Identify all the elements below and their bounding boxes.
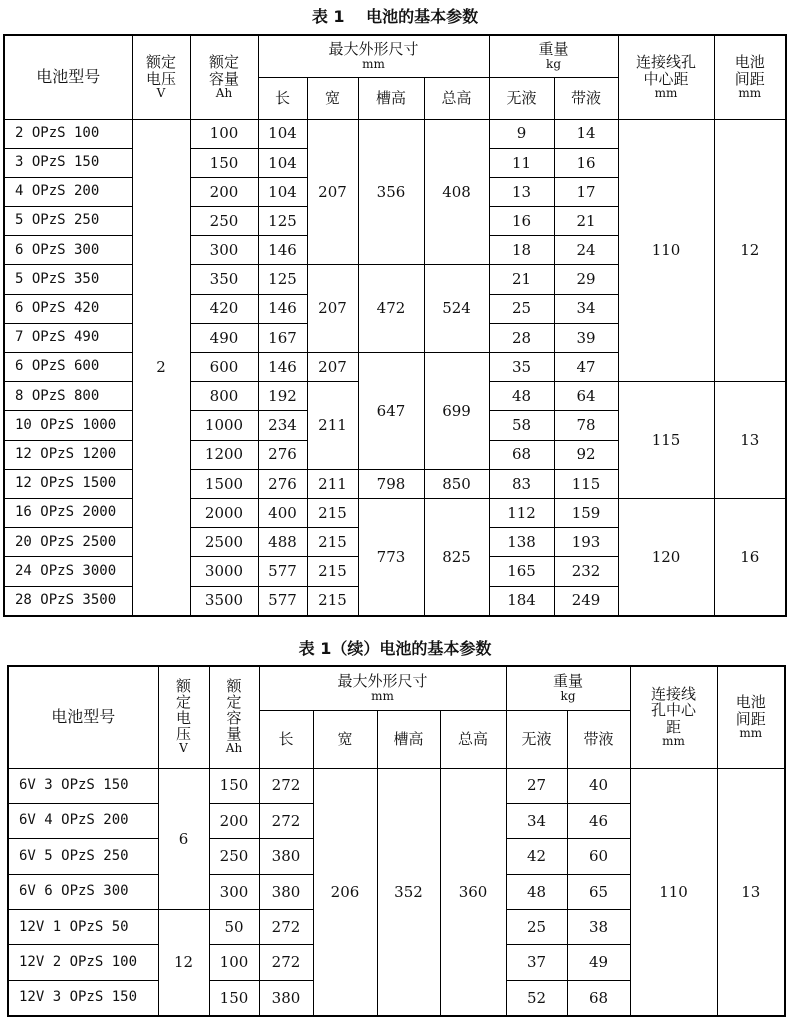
capacity-cell: 250: [190, 207, 258, 236]
length-cell: 380: [259, 874, 313, 909]
capacity-cell: 2000: [190, 498, 258, 527]
wet-weight-cell: 249: [554, 586, 618, 616]
header-weight: 重量 kg: [489, 35, 618, 77]
header-battery-gap: 电池 间距 mm: [717, 666, 785, 768]
capacity-cell: 420: [190, 294, 258, 323]
wet-weight-cell: 65: [567, 874, 630, 909]
model-cell: 6V 4 OPzS 200: [8, 803, 158, 838]
wet-weight-cell: 24: [554, 236, 618, 265]
length-cell: 146: [258, 236, 307, 265]
dry-weight-cell: 9: [489, 119, 554, 148]
model-cell: 16 OPzS 2000: [4, 498, 132, 527]
model-cell: 10 OPzS 1000: [4, 411, 132, 440]
wet-weight-cell: 21: [554, 207, 618, 236]
slot-height-cell: 798: [358, 469, 424, 498]
wet-weight-cell: 64: [554, 382, 618, 411]
model-cell: 4 OPzS 200: [4, 177, 132, 206]
total-height-cell: 408: [424, 119, 489, 265]
capacity-cell: 300: [190, 236, 258, 265]
dry-weight-cell: 11: [489, 148, 554, 177]
wet-weight-cell: 40: [567, 768, 630, 803]
model-cell: 12V 2 OPzS 100: [8, 945, 158, 980]
wet-weight-cell: 78: [554, 411, 618, 440]
table-row: [4, 498, 786, 527]
dry-weight-cell: 83: [489, 469, 554, 498]
model-cell: 6 OPzS 420: [4, 294, 132, 323]
header-with-liquid: 带液: [567, 710, 630, 768]
length-cell: 104: [258, 119, 307, 148]
header-no-liquid: 无液: [506, 710, 567, 768]
pitch-cell: 120: [618, 498, 714, 615]
gap-cell: 13: [714, 382, 786, 499]
table-row: [4, 119, 786, 148]
width-cell: 215: [307, 586, 358, 616]
dry-weight-cell: 58: [489, 411, 554, 440]
length-cell: 146: [258, 294, 307, 323]
dry-weight-cell: 16: [489, 207, 554, 236]
wet-weight-cell: 46: [567, 803, 630, 838]
capacity-cell: 3000: [190, 557, 258, 586]
dry-weight-cell: 35: [489, 353, 554, 382]
header-no-liquid: 无液: [489, 77, 554, 119]
wet-weight-cell: 49: [567, 945, 630, 980]
width-cell: 207: [307, 265, 358, 353]
capacity-cell: 1500: [190, 469, 258, 498]
length-cell: 276: [258, 440, 307, 469]
length-cell: 167: [258, 323, 307, 352]
table1-caption: 表 1 电池的基本参数: [311, 7, 479, 26]
model-cell: 5 OPzS 350: [4, 265, 132, 294]
model-cell: 3 OPzS 150: [4, 148, 132, 177]
wet-weight-cell: 38: [567, 910, 630, 945]
dry-weight-cell: 25: [506, 910, 567, 945]
header-model: 电池型号: [8, 666, 158, 768]
width-cell: 215: [307, 498, 358, 527]
model-cell: 12 OPzS 1200: [4, 440, 132, 469]
battery-parameters-table-continued: [7, 665, 786, 1017]
capacity-cell: 50: [209, 910, 259, 945]
capacity-cell: 150: [209, 980, 259, 1016]
slot-height-cell: 356: [358, 119, 424, 265]
model-cell: 20 OPzS 2500: [4, 528, 132, 557]
wet-weight-cell: 16: [554, 148, 618, 177]
pitch-cell: 110: [630, 768, 717, 1016]
header-slot-height: 槽高: [377, 710, 440, 768]
battery-parameters-table: [3, 34, 787, 617]
wet-weight-cell: 193: [554, 528, 618, 557]
header-dimensions: 最大外形尺寸 mm: [259, 666, 506, 710]
wet-weight-cell: 17: [554, 177, 618, 206]
wet-weight-cell: 232: [554, 557, 618, 586]
width-cell: 215: [307, 557, 358, 586]
capacity-cell: 1200: [190, 440, 258, 469]
model-cell: 6V 6 OPzS 300: [8, 874, 158, 909]
dry-weight-cell: 138: [489, 528, 554, 557]
length-cell: 380: [259, 839, 313, 874]
model-cell: 2 OPzS 100: [4, 119, 132, 148]
header-battery-gap: 电池 间距 mm: [714, 35, 786, 119]
wet-weight-cell: 14: [554, 119, 618, 148]
dry-weight-cell: 68: [489, 440, 554, 469]
width-cell: 215: [307, 528, 358, 557]
wet-weight-cell: 29: [554, 265, 618, 294]
length-cell: 488: [258, 528, 307, 557]
voltage-cell: 6: [158, 768, 209, 910]
total-height-cell: 699: [424, 353, 489, 470]
capacity-cell: 100: [190, 119, 258, 148]
length-cell: 272: [259, 910, 313, 945]
header-capacity: 额 定 容 量 Ah: [209, 666, 259, 768]
capacity-cell: 150: [209, 768, 259, 803]
header-voltage: 额定 电压 V: [132, 35, 190, 119]
dry-weight-cell: 42: [506, 839, 567, 874]
width-cell: 211: [307, 469, 358, 498]
model-cell: 12V 3 OPzS 150: [8, 980, 158, 1016]
length-cell: 577: [258, 557, 307, 586]
header-width: 宽: [313, 710, 377, 768]
header-width: 宽: [307, 77, 358, 119]
header-with-liquid: 带液: [554, 77, 618, 119]
length-cell: 104: [258, 148, 307, 177]
length-cell: 272: [259, 768, 313, 803]
capacity-cell: 2500: [190, 528, 258, 557]
wet-weight-cell: 68: [567, 980, 630, 1016]
total-height-cell: 524: [424, 265, 489, 353]
header-length: 长: [259, 710, 313, 768]
capacity-cell: 250: [209, 839, 259, 874]
length-cell: 272: [259, 945, 313, 980]
length-cell: 192: [258, 382, 307, 411]
capacity-cell: 100: [209, 945, 259, 980]
pitch-cell: 115: [618, 382, 714, 499]
model-cell: 6 OPzS 600: [4, 353, 132, 382]
model-cell: 24 OPzS 3000: [4, 557, 132, 586]
header-voltage: 额 定 电 压 V: [158, 666, 209, 768]
total-height-cell: 825: [424, 498, 489, 615]
slot-height-cell: 472: [358, 265, 424, 353]
wet-weight-cell: 47: [554, 353, 618, 382]
wet-weight-cell: 34: [554, 294, 618, 323]
header-weight: 重量 kg: [506, 666, 630, 710]
length-cell: 276: [258, 469, 307, 498]
width-cell: 206: [313, 768, 377, 1016]
gap-cell: 12: [714, 119, 786, 382]
gap-cell: 16: [714, 498, 786, 615]
wet-weight-cell: 159: [554, 498, 618, 527]
capacity-cell: 1000: [190, 411, 258, 440]
dry-weight-cell: 21: [489, 265, 554, 294]
dry-weight-cell: 165: [489, 557, 554, 586]
width-cell: 207: [307, 353, 358, 382]
dry-weight-cell: 52: [506, 980, 567, 1016]
voltage-cell: 2: [132, 119, 190, 616]
header-dimensions: 最大外形尺寸 mm: [258, 35, 489, 77]
pitch-cell: 110: [618, 119, 714, 382]
model-cell: 12 OPzS 1500: [4, 469, 132, 498]
capacity-cell: 150: [190, 148, 258, 177]
table-row: [8, 768, 785, 803]
wet-weight-cell: 39: [554, 323, 618, 352]
length-cell: 125: [258, 265, 307, 294]
table2-caption: 表 1（续）电池的基本参数: [298, 639, 492, 658]
header-length: 长: [258, 77, 307, 119]
model-cell: 8 OPzS 800: [4, 382, 132, 411]
dry-weight-cell: 48: [506, 874, 567, 909]
dry-weight-cell: 112: [489, 498, 554, 527]
capacity-cell: 200: [190, 177, 258, 206]
capacity-cell: 300: [209, 874, 259, 909]
dry-weight-cell: 13: [489, 177, 554, 206]
wet-weight-cell: 92: [554, 440, 618, 469]
total-height-cell: 850: [424, 469, 489, 498]
model-cell: 7 OPzS 490: [4, 323, 132, 352]
voltage-cell: 12: [158, 910, 209, 1017]
dry-weight-cell: 184: [489, 586, 554, 616]
header-capacity: 额定 容量 Ah: [190, 35, 258, 119]
dry-weight-cell: 37: [506, 945, 567, 980]
length-cell: 104: [258, 177, 307, 206]
header-terminal-pitch: 连接线孔 中心距 mm: [618, 35, 714, 119]
dry-weight-cell: 34: [506, 803, 567, 838]
length-cell: 125: [258, 207, 307, 236]
length-cell: 146: [258, 353, 307, 382]
wet-weight-cell: 60: [567, 839, 630, 874]
header-model: 电池型号: [4, 35, 132, 119]
width-cell: 211: [307, 382, 358, 470]
dry-weight-cell: 18: [489, 236, 554, 265]
dry-weight-cell: 27: [506, 768, 567, 803]
dry-weight-cell: 28: [489, 323, 554, 352]
dry-weight-cell: 48: [489, 382, 554, 411]
total-height-cell: 360: [440, 768, 506, 1016]
length-cell: 577: [258, 586, 307, 616]
slot-height-cell: 352: [377, 768, 440, 1016]
header-slot-height: 槽高: [358, 77, 424, 119]
length-cell: 400: [258, 498, 307, 527]
model-cell: 6V 5 OPzS 250: [8, 839, 158, 874]
length-cell: 380: [259, 980, 313, 1016]
gap-cell: 13: [717, 768, 785, 1016]
model-cell: 28 OPzS 3500: [4, 586, 132, 616]
slot-height-cell: 773: [358, 498, 424, 615]
model-cell: 6V 3 OPzS 150: [8, 768, 158, 803]
capacity-cell: 490: [190, 323, 258, 352]
wet-weight-cell: 115: [554, 469, 618, 498]
capacity-cell: 3500: [190, 586, 258, 616]
capacity-cell: 600: [190, 353, 258, 382]
model-cell: 6 OPzS 300: [4, 236, 132, 265]
header-total-height: 总高: [424, 77, 489, 119]
length-cell: 272: [259, 803, 313, 838]
capacity-cell: 350: [190, 265, 258, 294]
header-total-height: 总高: [440, 710, 506, 768]
model-cell: 5 OPzS 250: [4, 207, 132, 236]
slot-height-cell: 647: [358, 353, 424, 470]
capacity-cell: 800: [190, 382, 258, 411]
model-cell: 12V 1 OPzS 50: [8, 910, 158, 945]
length-cell: 234: [258, 411, 307, 440]
header-terminal-pitch: 连接线 孔中心 距 mm: [630, 666, 717, 768]
capacity-cell: 200: [209, 803, 259, 838]
width-cell: 207: [307, 119, 358, 265]
dry-weight-cell: 25: [489, 294, 554, 323]
